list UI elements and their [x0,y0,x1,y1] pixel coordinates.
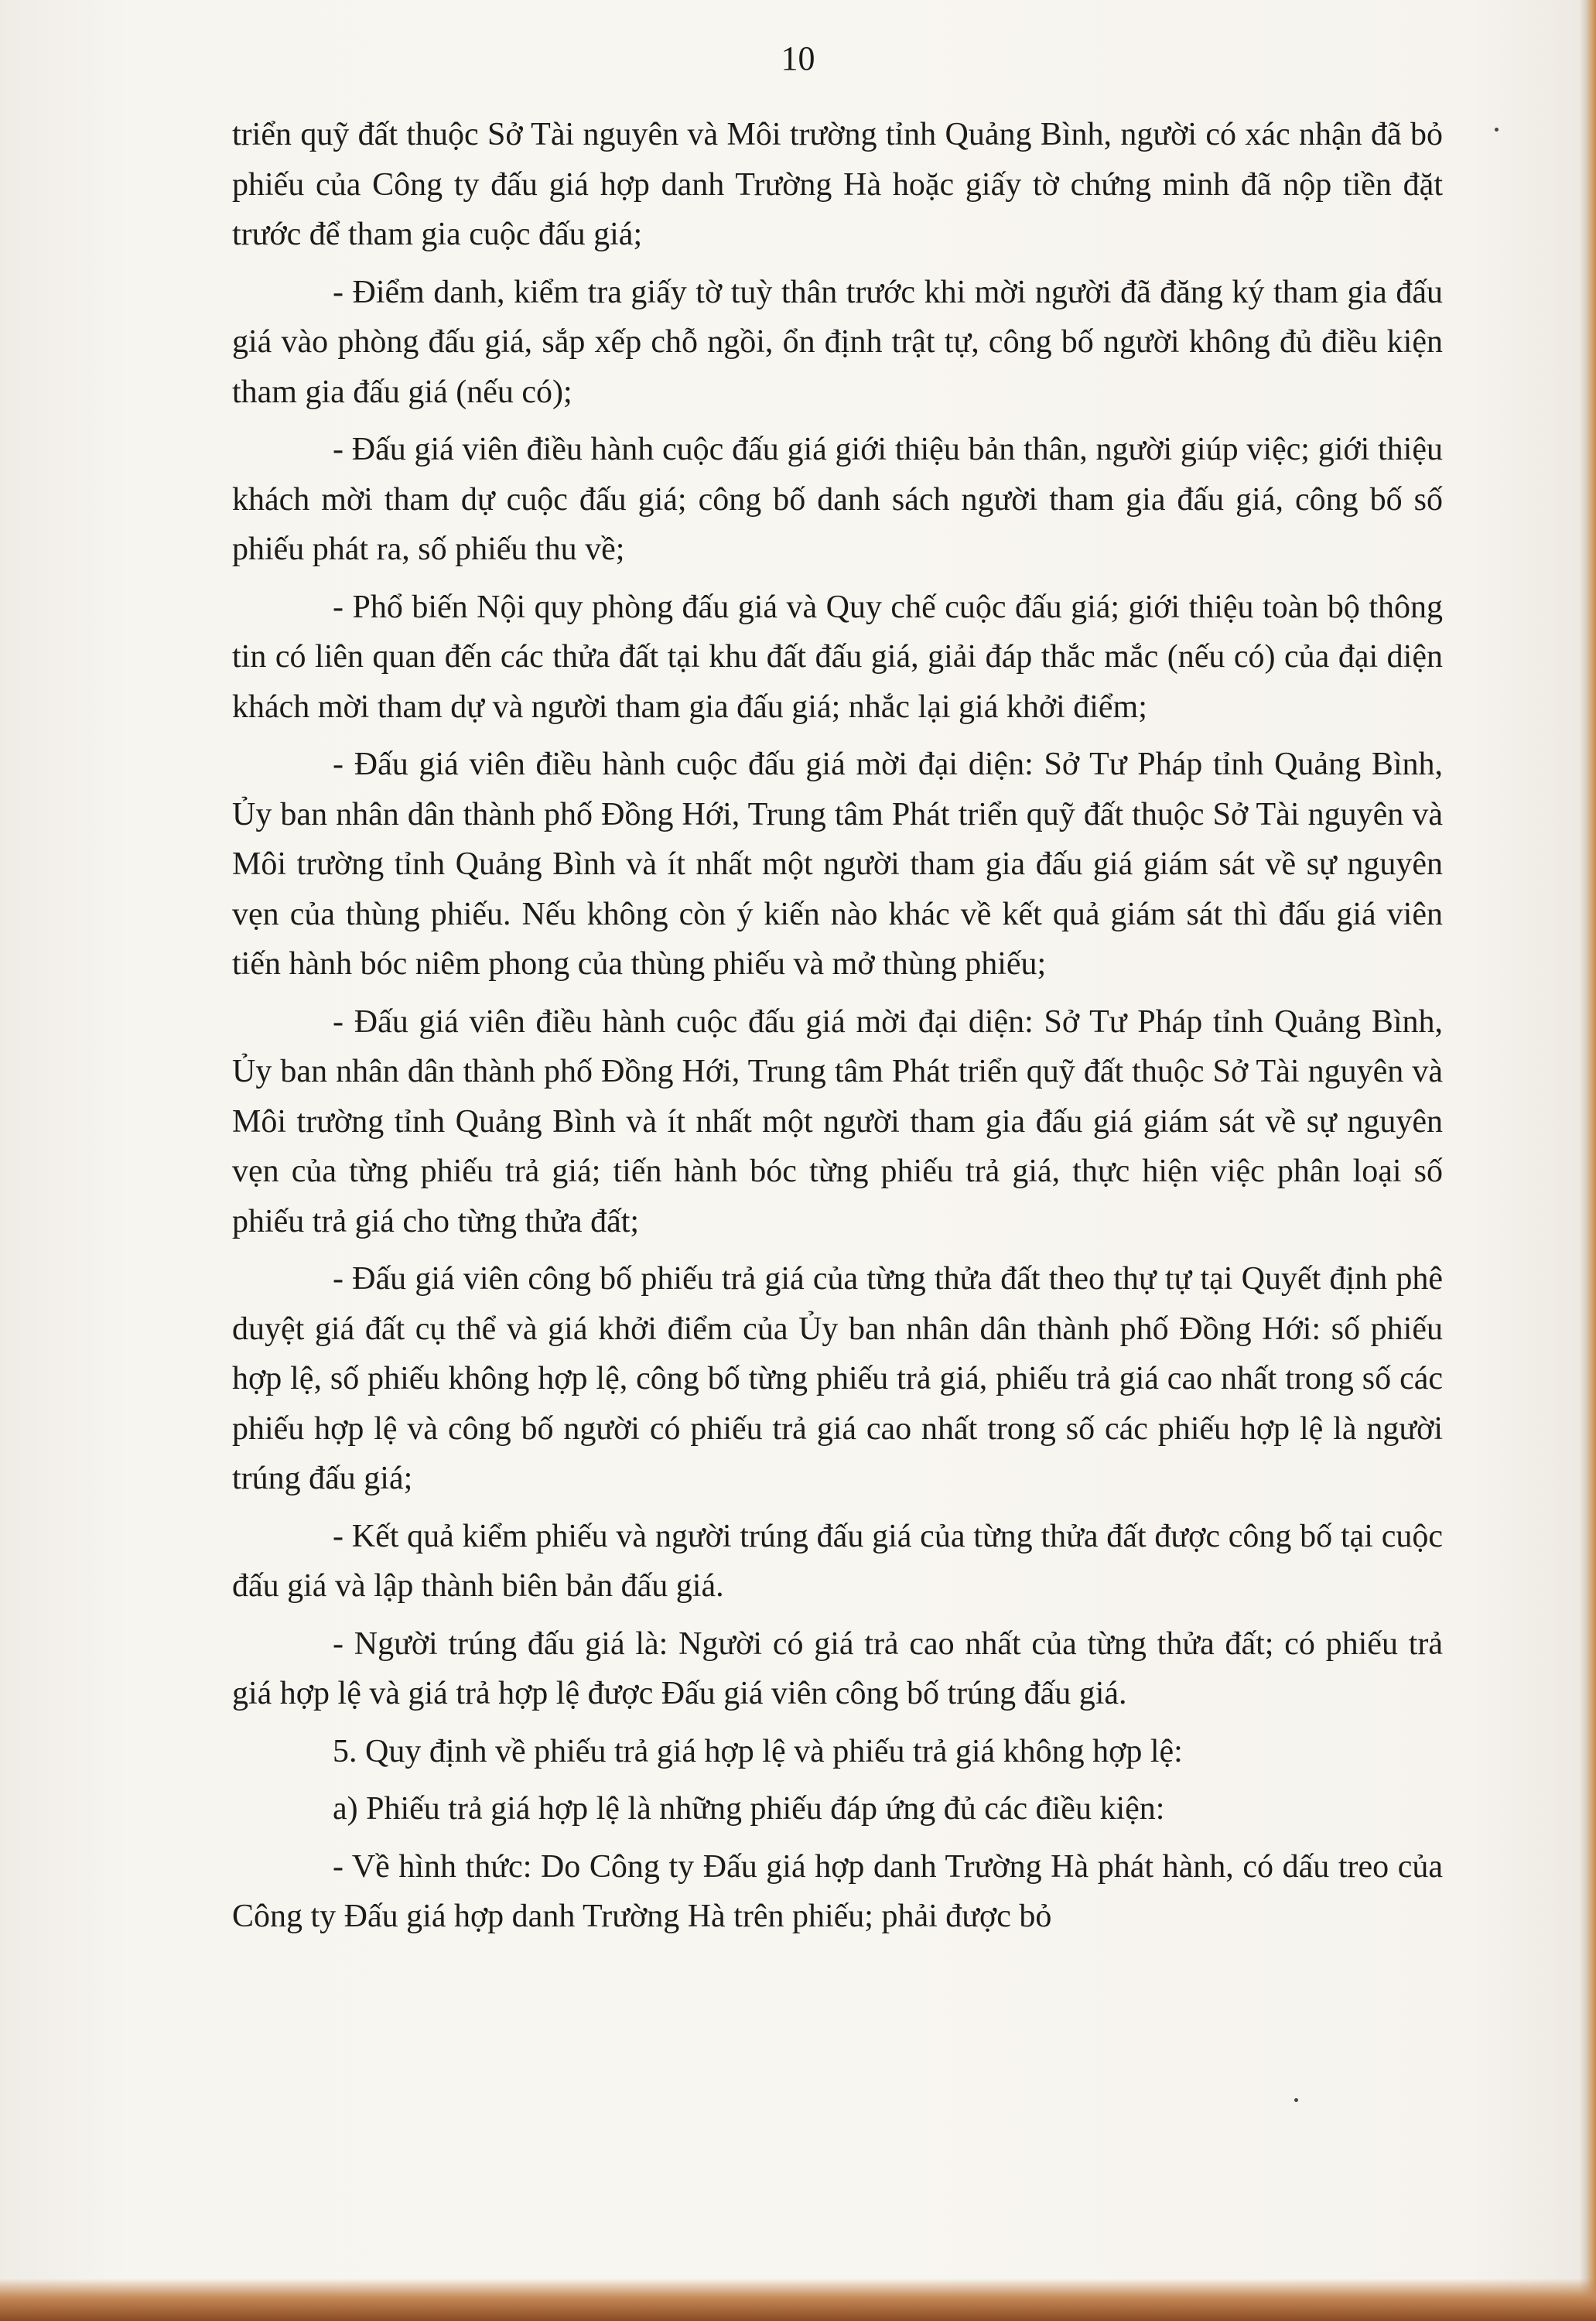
paragraph: - Về hình thức: Do Công ty Đấu giá hợp danh Trường Hà phát hành, có dấu treo của Công ty Đấu giá hợp danh Trường Hà trên phiếu; phải được bỏ [232,1848,1443,1934]
paragraph: - Điểm danh, kiểm tra giấy tờ tuỳ thân trước khi mời người đã đăng ký tham gia đấu giá vào phòng đấu giá, sắp xếp chỗ ngồi, ổn định trật tự, công bố người không đủ điều kiện tham gia đấu giá (nếu có); [232,274,1443,410]
scan-bottom-edge [0,2278,1596,2321]
scan-speck [1294,2098,1298,2102]
paragraph: - Đấu giá viên điều hành cuộc đấu giá giới thiệu bản thân, người giúp việc; giới thiệu khách mời tham dự cuộc đấu giá; công bố danh sách người tham gia đấu giá, công bố số phiếu phát ra, số phiếu thu về; [232,432,1443,567]
paragraph: - Phổ biến Nội quy phòng đấu giá và Quy chế cuộc đấu giá; giới thiệu toàn bộ thông tin có liên quan đến các thửa đất tại khu đất đấu giá, giải đáp thắc mắc (nếu có) của đại diện khách mời tham dự và người tham gia đấu giá; nhắc lại giá khởi điểm; [232,589,1443,725]
paragraph: - Kết quả kiểm phiếu và người trúng đấu giá của từng thửa đất được công bố tại cuộc đấu giá và lập thành biên bản đấu giá. [232,1518,1443,1604]
paragraph: - Đấu giá viên công bố phiếu trả giá của từng thửa đất theo thự tự tại Quyết định phê duyệt giá đất cụ thể và giá khởi điểm của Ủy ban nhân dân thành phố Đồng Hới: số phiếu hợp lệ, số phiếu không hợp lệ, công bố từng phiếu trả giá, phiếu trả giá cao nhất trong số các phiếu hợp lệ và công bố người có phiếu trả giá cao nhất trong số các phiếu hợp lệ là người trúng đấu giá; [232,1261,1443,1496]
paragraph: triển quỹ đất thuộc Sở Tài nguyên và Môi trường tỉnh Quảng Bình, người có xác nhận đã bỏ phiếu của Công ty đấu giá hợp danh Trường Hà hoặc giấy tờ chứng minh đã nộp tiền đặt trước để tham gia cuộc đấu giá; [232,117,1443,252]
paragraph: - Người trúng đấu giá là: Người có giá trả cao nhất của từng thửa đất; có phiếu trả giá hợp lệ và giá trả hợp lệ được Đấu giá viên công bố trúng đấu giá. [232,1625,1443,1711]
paragraph: - Đấu giá viên điều hành cuộc đấu giá mời đại diện: Sở Tư Pháp tỉnh Quảng Bình, Ủy ban nhân dân thành phố Đồng Hới, Trung tâm Phát triển quỹ đất thuộc Sở Tài nguyên và Môi trường tỉnh Quảng Bình và ít nhất một người tham gia đấu giá giám sát về sự nguyên vẹn của thùng phiếu. Nếu không còn ý kiến nào khác về kết quả giám sát thì đấu giá viên tiến hành bóc niêm phong của thùng phiếu và mở thùng phiếu; [232,747,1443,982]
document-body [232,110,1443,1950]
scan-speck [1495,128,1499,132]
page-number: 10 [781,39,815,77]
section-heading: 5. Quy định về phiếu trả giá hợp lệ và phiếu trả giá không hợp lệ: [333,1733,1183,1769]
subsection-heading: a) Phiếu trả giá hợp lệ là những phiếu đáp ứng đủ các điều kiện: [333,1791,1165,1827]
page-edge-shadow [1579,0,1596,2321]
paragraph: - Đấu giá viên điều hành cuộc đấu giá mời đại diện: Sở Tư Pháp tỉnh Quảng Bình, Ủy ban nhân dân thành phố Đồng Hới, Trung tâm Phát triển quỹ đất thuộc Sở Tài nguyên và Môi trường tỉnh Quảng Bình và ít nhất một người tham gia đấu giá giám sát về sự nguyên vẹn của từng phiếu trả giá; tiến hành bóc từng phiếu trả giá, thực hiện việc phân loại số phiếu trả giá cho từng thửa đất; [232,1003,1443,1239]
